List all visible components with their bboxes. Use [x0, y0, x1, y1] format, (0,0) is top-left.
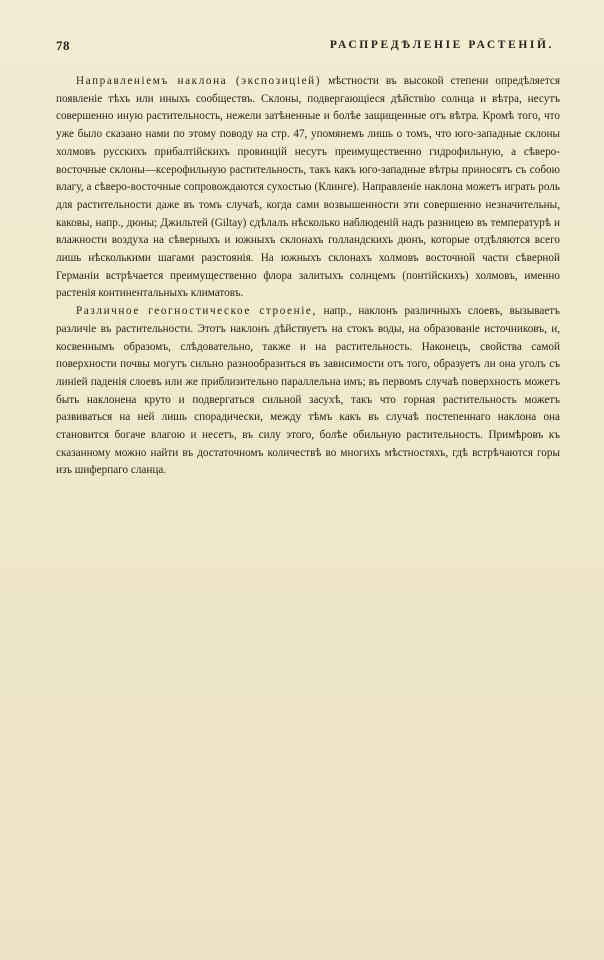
running-title: РАСПРЕДѢЛЕНІЕ РАСТЕНІЙ. [329, 39, 554, 51]
paragraph-text: напр., наклонъ различныхъ слоевъ, вызываетъ различіе въ растительности. Этотъ наклонъ дѣйствуетъ на стокъ воды, на образованіе источниковъ, и, косвеннымъ образомъ, слѣдовательно, также и на растительность. Наконецъ, свойства самой поверхности почвы могутъ сильно разнообразиться въ зависимости отъ того, образуетъ ли она уголъ съ линіей паденія слоевъ или же приблизительно параллельна имъ; въ первомъ случаѣ поверхность можетъ быть наклонена круто и подвергаться сильной засухѣ, такъ что горная растительность можетъ развиваться на ней лишь спорадически, между тѣмъ какъ въ случаѣ постепеннаго наклона она становится богаче влагою и несетъ, въ силу этого, болѣе обильную растительность. Примѣровъ къ сказанному можно найти въ достаточномъ количествѣ во многихъ мѣстностяхъ, гдѣ встрѣчаются горы изъ шиферпаго сланца. [56, 305, 560, 477]
body-text [56, 73, 560, 480]
paragraph [56, 73, 560, 303]
page-number: 78 [56, 38, 70, 53]
paragraph-lead: Различное геогностическое строеніе, [76, 305, 317, 318]
paragraph-lead: Направленіемъ наклона (экспозиціей) [76, 75, 322, 87]
paragraph [56, 303, 560, 480]
paragraph-text: мѣстности въ высокой степени опредѣляется появленіе тѣхъ или иныхъ сообществъ. Склоны, подвергающіеся дѣйствію солнца и вѣтра, несутъ совершенно иную растительность, нежели затѣненные и болѣе защищенные отъ вѣтра. Кромѣ того, что уже было сказано нами по этому поводу на стр. 47, упомянемъ лишь о томъ, что юго-западные склоны холмовъ русскихъ прибалтійскихъ провинцій несутъ преимущественно гидрофильную, а сѣверо-восточные склоны—ксерофильную растительность, такъ какъ юго-западные вѣтры приносятъ съ собою влагу, а сѣверо-восточные сопровождаются сухостью (Клинге). Направленіе наклона можетъ играть роль для растительности даже въ томъ случаѣ, когда сами возвышенности эти совершенно незначительны, каковы, напр., дюны; Джильтей (Giltay) сдѣлалъ нѣсколько наблюденій надъ разницею въ температурѣ и влажности воздуха на сѣверныхъ и южныхъ склонахъ голландскихъ дюнъ, которые отдѣляются всего лишь нѣсколькими шагами разстоянія. На южныхъ склонахъ холмовъ восточной части сѣверной Германіи встрѣчается преимущественно флора залитыхъ солнцемъ (понтійскихъ) холмовъ, именно растенія континентальныхъ климатовъ. [56, 75, 560, 300]
page-header [56, 38, 554, 58]
